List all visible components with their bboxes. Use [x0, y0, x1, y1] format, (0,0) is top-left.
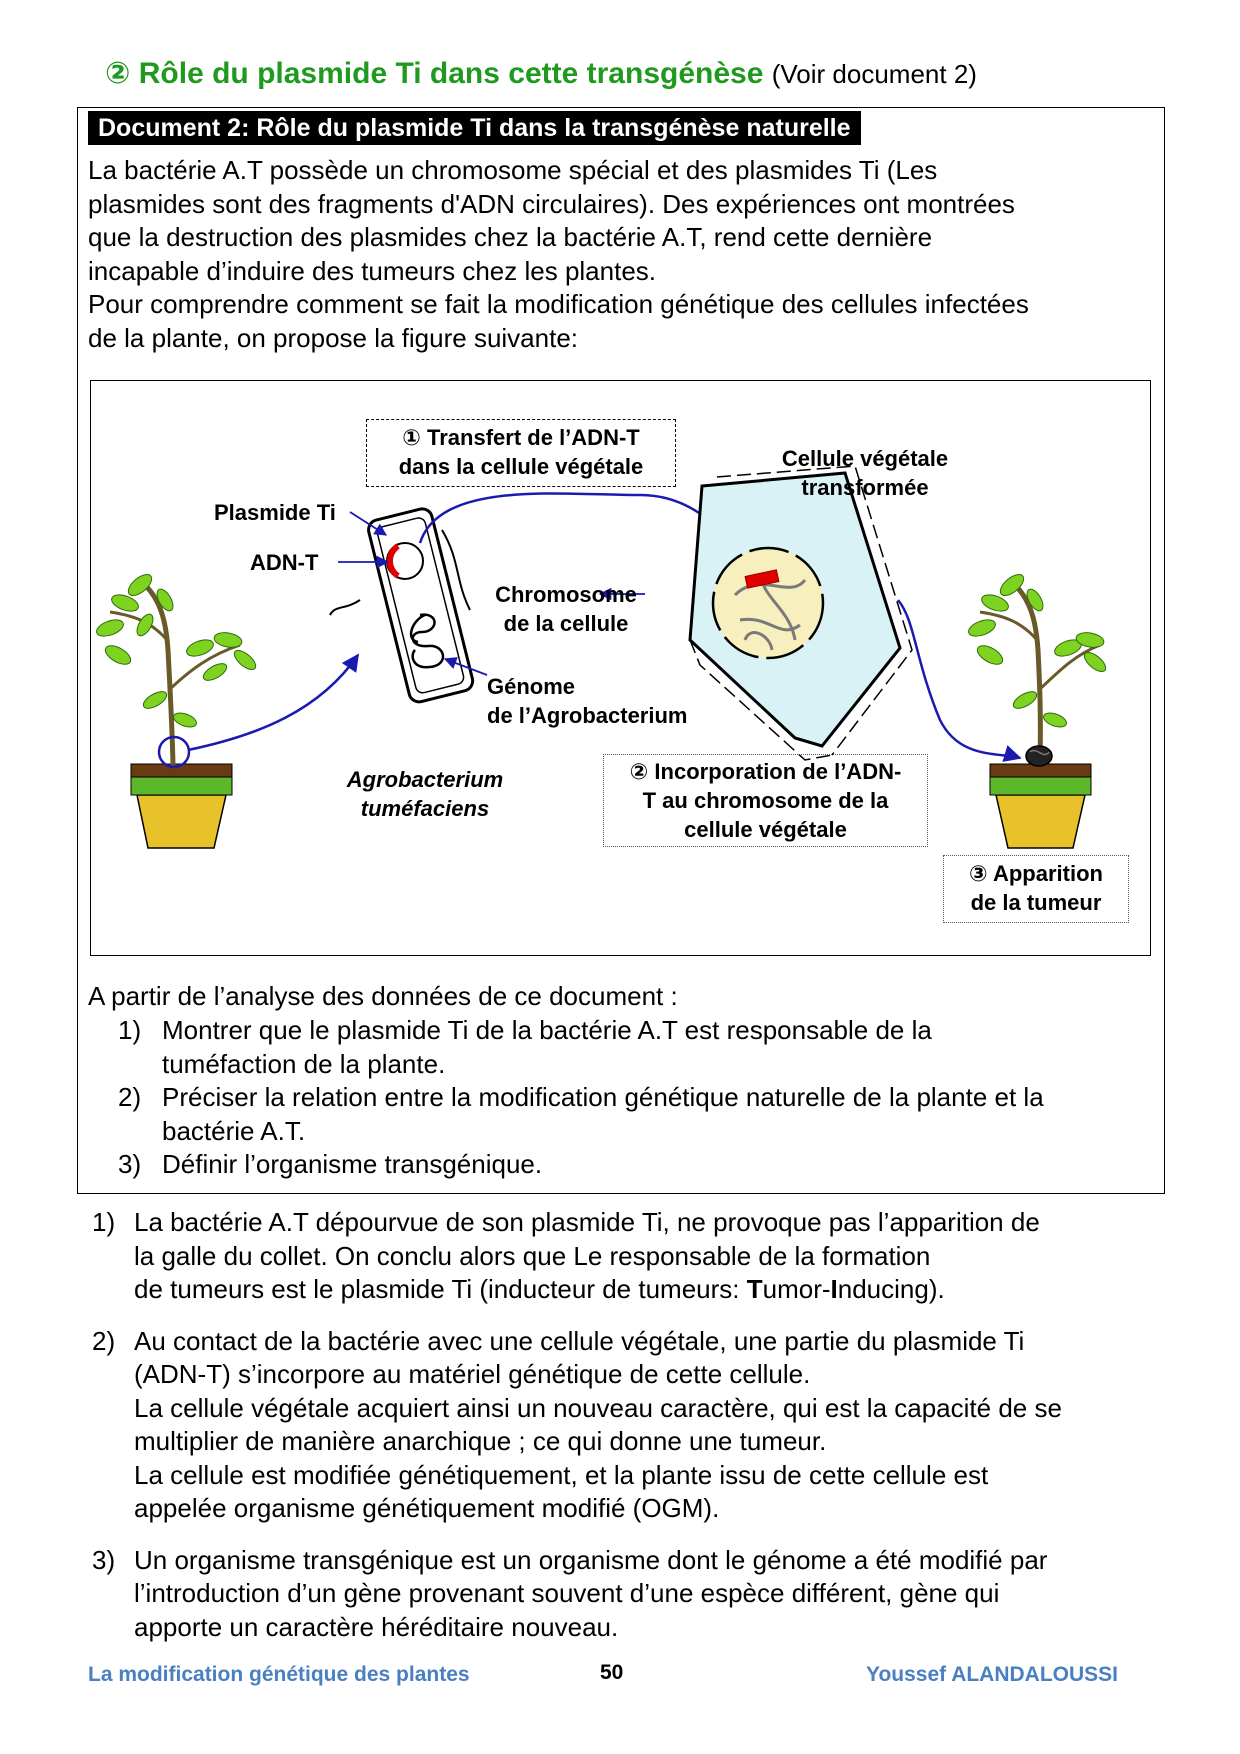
footer-author: Youssef ALANDALOUSSI: [866, 1663, 1119, 1686]
intro-line: incapable d’induire des tumeurs chez les plantes.: [88, 255, 657, 286]
document-header: Document 2: Rôle du plasmide Ti dans la transgénèse naturelle: [88, 111, 861, 145]
question-intro: A partir de l’analyse des données de ce document :: [88, 981, 678, 1011]
step2-label: ② Incorporation de l’ADN- T au chromosome de la cellule végétale: [603, 754, 928, 847]
answer-block: [92, 1206, 1192, 1644]
answer-number: 2): [92, 1325, 116, 1356]
chromosome-label: Chromosome de la cellule: [495, 582, 637, 636]
answer-item: 1) La bactérie A.T dépourvue de son plasmide Ti, ne provoque pas l’apparition de la galle du collet. On conclu alors que Le responsable de la formation de tumeurs est le plasmide Ti (inducteur de tumeurs: Tumor-Inducing).: [92, 1206, 1192, 1307]
answer-item: 2) Au contact de la bactérie avec une cellule végétale, une partie du plasmide Ti (ADN-T) s’incorpore au matériel génétique de cette cellule. La cellule végétale acquiert ainsi un nouveau caractère, qui est la capacité de se multiplier de manière anarchique ; ce qui donne une tumeur. La cellule est modifiée génétiquement, et la plante issu de cette cellule est appelée organisme génétiquement modifié (OGM).: [92, 1325, 1192, 1526]
healthy-plant-illustration: [94, 571, 258, 848]
section-ref: (Voir document 2): [771, 59, 977, 89]
answer-number: 3): [92, 1544, 116, 1575]
question-item: 3) Définir l’organisme transgénique.: [118, 1148, 1148, 1182]
question-item: 2) Préciser la relation entre la modification génétique naturelle de la plante et la bactérie A.T.: [118, 1081, 1148, 1148]
section-number: ②: [105, 57, 131, 90]
step1-label: ① Transfert de l’ADN-T dans la cellule végétale: [366, 419, 676, 487]
page-number: 50: [600, 1661, 624, 1684]
section-title-text: Rôle du plasmide Ti dans cette transgénèse: [138, 57, 764, 90]
footer-chapter: La modification génétique des plantes: [88, 1663, 470, 1686]
transformed-cell-label: Cellule végétale transformée: [781, 446, 949, 500]
species-label: Agrobacterium tuméfaciens: [346, 767, 504, 821]
answer-last-line: de tumeurs est le plasmide Ti (inducteur de tumeurs: Tumor-Inducing).: [134, 1274, 945, 1304]
plasmid-label: Plasmide Ti: [214, 500, 336, 525]
agrobacterium-illustration: [330, 507, 475, 704]
answer-number: 1): [92, 1207, 116, 1237]
tumor-arrow: [898, 600, 1020, 758]
plant-cell-illustration: [690, 466, 912, 760]
intro-line: que la destruction des plasmides chez la bactérie A.T, rend cette dernière: [88, 222, 933, 252]
step3-label: ③ Apparition de la tumeur: [943, 855, 1129, 923]
intro-line: Pour comprendre comment se fait la modification génétique des cellules infectées: [88, 289, 1029, 319]
tumor-plant-illustration: [966, 571, 1108, 848]
answer-item: 3) Un organisme transgénique est un organisme dont le génome a été modifié par l’introduction d’un gène provenant souvent d’une espèce différent, gène qui apporte un caractère héréditaire nouveau.: [92, 1544, 1192, 1645]
intro-line: de la plante, on propose la figure suivante:: [88, 322, 579, 353]
question-number: 3): [118, 1149, 142, 1179]
question-list: [118, 1014, 1148, 1182]
intro-line: plasmides sont des fragments d'ADN circulaires). Des expériences ont montrées: [88, 188, 1015, 219]
question-number: 1): [118, 1015, 142, 1045]
adn-t-label: ADN-T: [250, 550, 319, 575]
question-item: 1) Montrer que le plasmide Ti de la bactérie A.T est responsable de la tuméfaction de la plante.: [118, 1014, 1148, 1081]
intro-line: La bactérie A.T possède un chromosome spécial et des plasmides Ti (Les: [88, 155, 938, 185]
question-number: 2): [118, 1082, 142, 1112]
genome-label: Génome de l’Agrobacterium: [487, 674, 688, 728]
